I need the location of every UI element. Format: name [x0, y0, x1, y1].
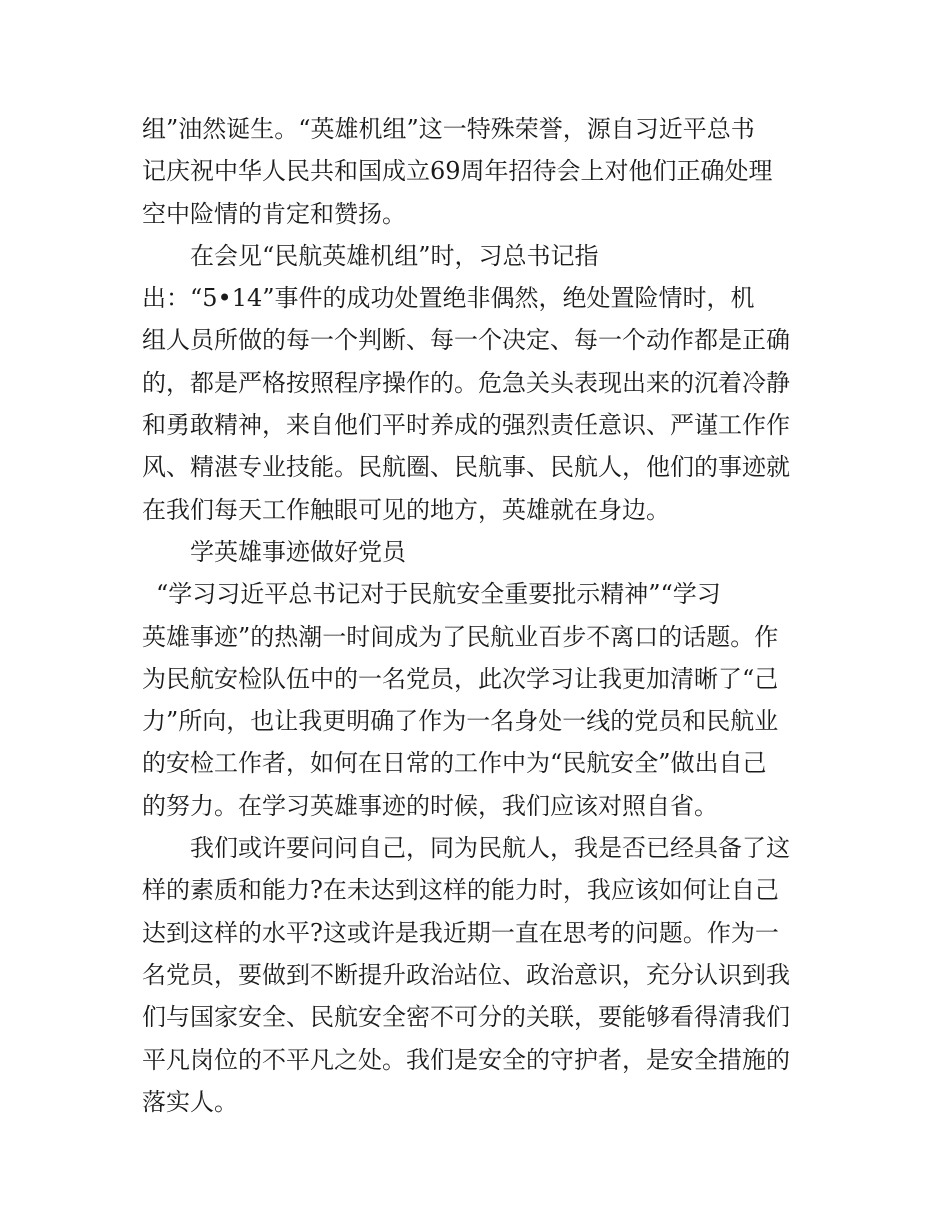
- text-line: 的，都是严格按照程序操作的。危急关头表现出来的沉着冷静: [142, 368, 790, 397]
- text-line: 组人员所做的每一个判断、每一个决定、每一个动作都是正确: [142, 326, 790, 355]
- text-line: 平凡岗位的不平凡之处。我们是安全的守护者，是安全措施的: [142, 1045, 790, 1074]
- text-line: 我们或许要问问自己，同为民航人，我是否已经具备了这: [190, 834, 790, 863]
- text-line: 力”所向，也让我更明确了作为一名身处一线的党员和民航业: [142, 707, 779, 736]
- text-line: 们与国家安全、民航安全密不可分的关联，要能够看得清我们: [142, 1003, 790, 1032]
- text-line: 的安检工作者，如何在日常的工作中为“民航安全”做出自己: [142, 749, 767, 778]
- text-line: 风、精湛专业技能。民航圈、民航事、民航人，他们的事迹就: [142, 453, 790, 482]
- text-line: 的努力。在学习英雄事迹的时候，我们应该对照自省。: [142, 791, 718, 820]
- text-line: 记庆祝中华人民共和国成立69周年招待会上对他们正确处理: [142, 157, 773, 186]
- text-line: 落实人。: [142, 1087, 238, 1116]
- text-line: 在我们每天工作触眼可见的地方，英雄就在身边。: [142, 495, 670, 524]
- text-line: 空中险情的肯定和赞扬。: [142, 199, 406, 228]
- text-line: 学英雄事迹做好党员: [190, 537, 406, 566]
- text-line: 和勇敢精神，来自他们平时养成的强烈责任意识、严谨工作作: [142, 411, 790, 440]
- text-line: 组”油然诞生。“英雄机组”这一特殊荣誉，源自习近平总书: [142, 115, 755, 143]
- text-line: 英雄事迹”的热潮一时间成为了民航业百步不离口的话题。作: [142, 622, 779, 651]
- text-line: 名党员，要做到不断提升政治站位、政治意识，充分认识到我: [142, 960, 790, 989]
- document-body: [142, 108, 814, 1123]
- text-line: 出：“5•14”事件的成功处置绝非偶然，绝处置险情时，机: [142, 284, 755, 313]
- text-line: 样的素质和能力?在未达到这样的能力时，我应该如何让自己: [142, 876, 779, 905]
- text-line: 在会见“民航英雄机组”时，习总书记指: [190, 241, 599, 270]
- text-line: “学习习近平总书记对于民航安全重要批示精神”“学习: [156, 580, 721, 609]
- text-line: 为民航安检队伍中的一名党员，此次学习让我更加清晰了“己: [142, 664, 779, 693]
- text-line: 达到这样的水平?这或许是我近期一直在思考的问题。作为一: [142, 918, 779, 947]
